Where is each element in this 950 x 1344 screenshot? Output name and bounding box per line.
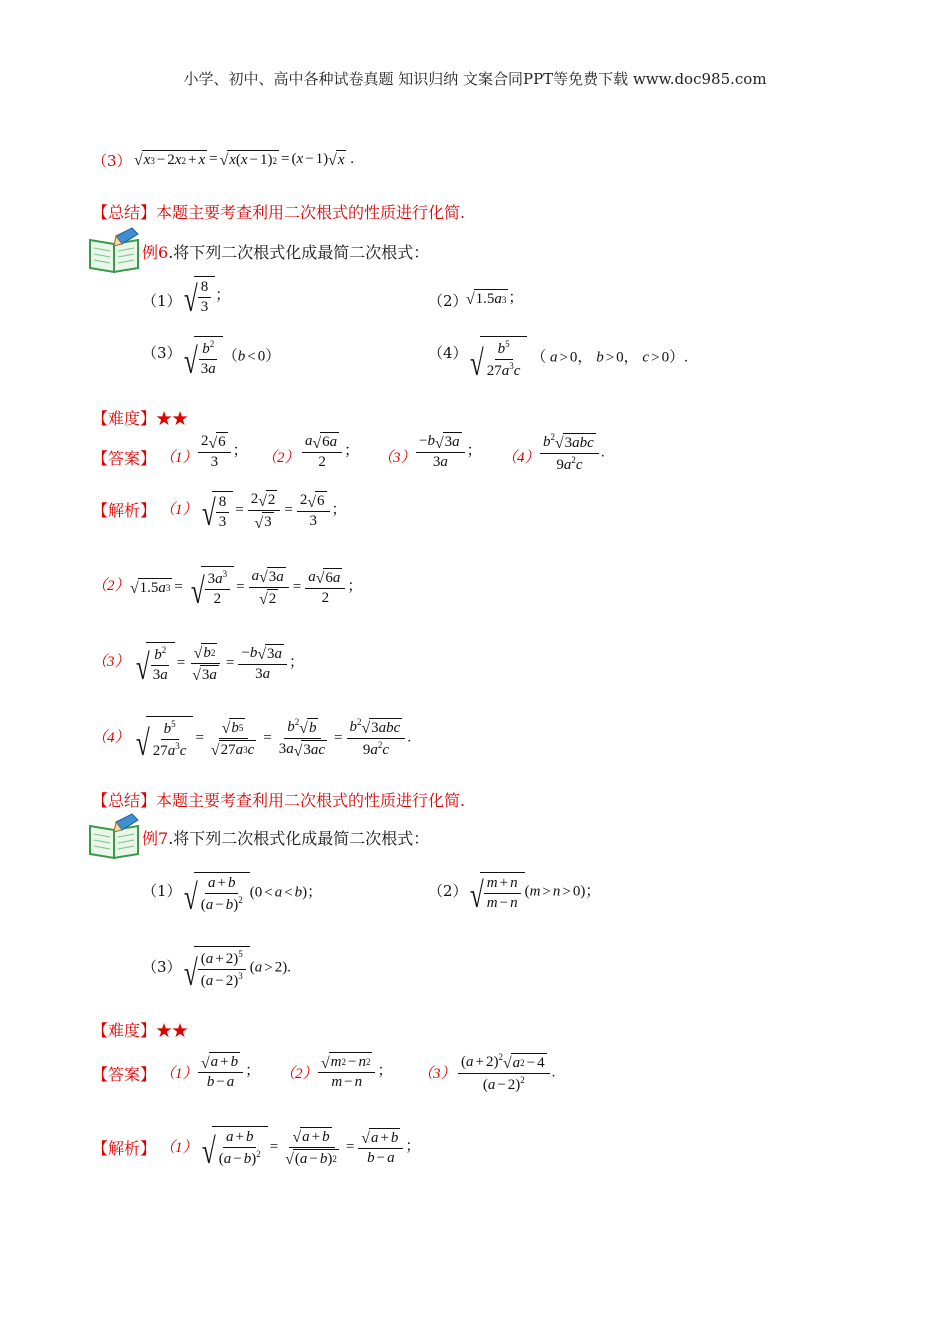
formula: $(a + 2)^2$ √ a 2 − 4 $(a - 2)^2$ . (456, 1052, 555, 1094)
item-label: （4） (502, 450, 540, 466)
formula: −b √ 3 a 3a ； (414, 432, 482, 472)
formula: 2 √ 6 3 ； (196, 432, 248, 472)
item-label: （2） (280, 1066, 318, 1082)
book-pencil-icon (88, 226, 144, 274)
formula: √ 8 3 ； (178, 276, 230, 317)
formula: √ 8 3 = 2 √ 2 √ 3 = 2 √ 6 3 ； (201, 491, 347, 533)
item-label: （1） (160, 502, 198, 518)
analysis-label: 【解析】 (92, 1139, 157, 1158)
example-7-title: 例7.将下列二次根式化成最简二次根式： (142, 829, 430, 848)
item-label: （3） (92, 152, 132, 170)
item-label: （2） (92, 578, 130, 594)
page-header: 小学、初中、高中各种试卷真题 知识归纳 文案合同PPT等免费下载 www.doc985.com (183, 70, 767, 88)
formula: √ 1.5 a 3 = √ $3a^3$ 2 = a √ 3 a √ 2 = a √ 6 a 2 ； (130, 567, 363, 611)
item-label: （3） (142, 344, 182, 362)
formula: √ x 3 − 2 x 2 + x = √ x ( x − 1) 2 = (x − 1) √ x . (134, 150, 354, 170)
item-label: （1） (160, 1140, 198, 1156)
summary-text: 【总结】本题主要考查利用二次根式的性质进行化简. (92, 791, 466, 810)
formula: √ $b^2$ 3a = √ b 2 √ 3 a = −b √ 3 a 3a ； (130, 642, 304, 685)
formula: √ a + b $(a - b)^2$ = √ a + b √ ( a − b ) 2 = √ a + b b − a ； (196, 1126, 420, 1169)
item-label: （2） (428, 882, 468, 900)
answer-label: 【答案】 (92, 1065, 157, 1084)
item-label: （3） (418, 1066, 456, 1082)
item-label: （3） (92, 654, 130, 670)
example-6-title: 例6.将下列二次根式化成最简二次根式： (142, 243, 430, 262)
item-label: （1） (160, 450, 198, 466)
item-label: （2） (262, 450, 300, 466)
formula: √ m 2 − n 2 m − n ； (316, 1052, 392, 1092)
formula: √ $b^5$ $27a^3c$ = √ b 5 √ 27 a 3 c = $b^2$ √ b 3a √ 3 ac = $b^2$ √ 3 abc $9a^2c$ . (135, 717, 412, 763)
analysis-label: 【解析】 (92, 501, 157, 520)
item-label: （1） (142, 882, 182, 900)
item-label: （3） (378, 450, 416, 466)
item-label: （2） (428, 292, 468, 310)
formula: √ $b^5$ $27a^3c$ （ a > 0， b > 0， c > 0）. (464, 336, 688, 381)
item-label: （4） (428, 344, 468, 362)
book-pencil-icon (88, 812, 144, 860)
difficulty: 【难度】★★ (92, 409, 189, 428)
formula: √ 1.5 a 3 ； (466, 290, 524, 309)
item-label: （4） (92, 730, 130, 746)
formula: $b^2$ √ 3 abc $9a^2c$ . (538, 432, 605, 474)
formula: √ $b^2$ 3a （b < 0） (178, 336, 280, 379)
formula: √ $(a + 2)^5$ $(a - 2)^3$ (a > 2). (178, 946, 291, 991)
item-label: （1） (142, 292, 182, 310)
formula: √ m + n m − n (m > n > 0)； (464, 872, 600, 913)
difficulty: 【难度】★★ (92, 1021, 189, 1040)
formula: a √ 6 a 2 ； (300, 432, 359, 472)
formula: √ a + b b − a ； (196, 1052, 260, 1092)
item-label: （1） (160, 1066, 198, 1082)
answer-label: 【答案】 (92, 449, 157, 468)
formula: √ a + b $(a - b)^2$ (0 < a < b)； (178, 872, 322, 915)
item-label: （3） (142, 958, 182, 976)
summary-text: 【总结】本题主要考查利用二次根式的性质进行化简. (92, 203, 466, 222)
